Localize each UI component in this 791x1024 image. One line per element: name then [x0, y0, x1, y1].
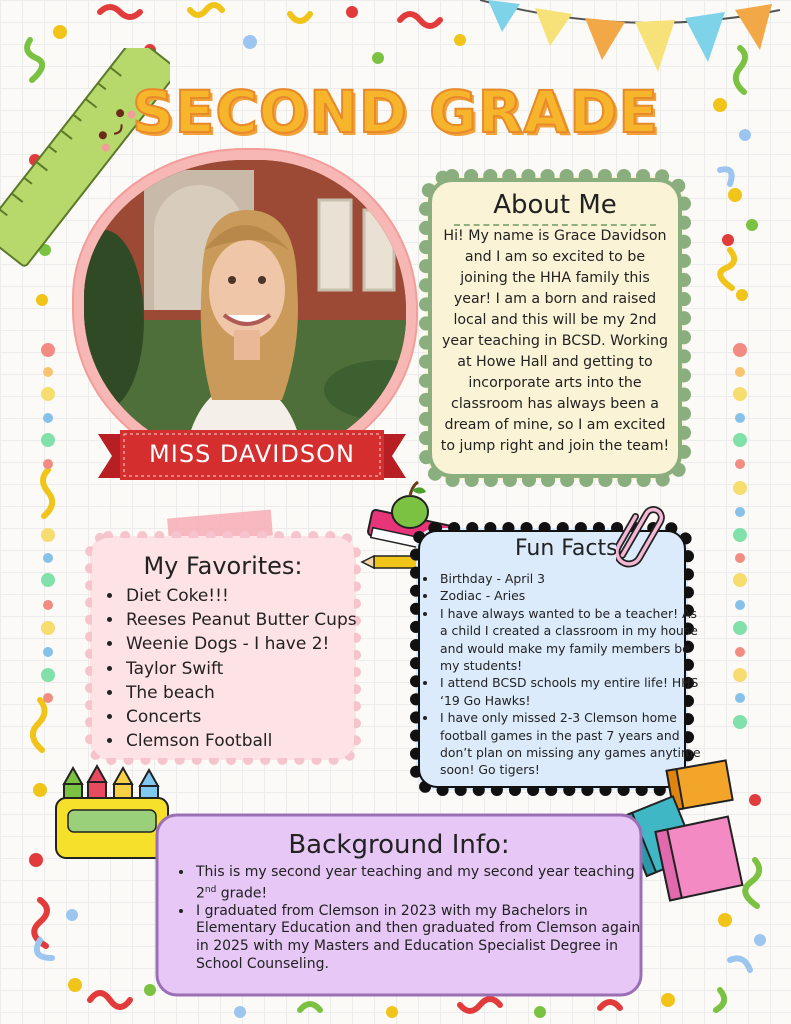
favorites-item: • Clemson Football [124, 729, 357, 753]
fun-fact-item: • I have only missed 2-3 Clemson home football games in the past 7 years and don’t plan on missing any games anytime soon! Go tigers! [438, 709, 706, 779]
paperclip-icon [616, 500, 666, 574]
background-item-text-end: grade! [216, 885, 268, 902]
fun-facts-list [422, 570, 706, 779]
background-item-text: This is my second year teaching and my second year teaching 2 [196, 864, 635, 902]
teacher-photo [84, 160, 406, 460]
background-item-superscript: nd [204, 884, 217, 895]
fun-facts-heading: Fun Facts: [514, 536, 626, 561]
favorites-card [84, 530, 362, 766]
fun-fact-item: • Zodiac - Aries [438, 587, 706, 604]
about-me-text: Hi! My name is Grace Davidson and I am so excited to be joining the HHA family this year! I am a born and raised local and this will be my 2nd year teaching in BCSD. Working at Howe Hall and getting to incorporate arts into the classroom has always been a dream of mine, so I am excited to jump right and join the team! [440, 228, 670, 454]
favorites-list [104, 584, 357, 753]
teacher-name: MISS DAVIDSON [149, 440, 355, 468]
background-info-heading: Background Info: [288, 830, 510, 860]
favorites-item: • Taylor Swift [124, 657, 357, 681]
favorites-item: • Concerts [124, 705, 357, 729]
favorites-item: • Reeses Peanut Butter Cups [124, 608, 357, 632]
page-title: SECOND GRADE [131, 78, 660, 146]
favorites-item: • Weenie Dogs - I have 2! [124, 632, 357, 656]
background-info-list [178, 864, 654, 973]
background-info-item [194, 864, 654, 903]
background-info-card [154, 812, 644, 998]
about-me-card [418, 168, 692, 488]
favorites-item: • Diet Coke!!! [124, 584, 357, 608]
about-me-heading: About Me [493, 190, 617, 220]
bunting-flags [480, 0, 791, 80]
teacher-photo-frame [84, 160, 406, 460]
fun-fact-item: • I attend BCSD schools my entire life! HHS ‘19 Go Hawks! [438, 674, 706, 709]
fun-fact-item: • Birthday - April 3 [438, 570, 706, 587]
background-info-item: • I graduated from Clemson in 2023 with my Bachelors in Elementary Education and then graduated from Clemson again in 2025 with my Masters and Education Specialist Degree in School Counseling. [194, 903, 654, 973]
fun-fact-item: • I have always wanted to be a teacher! As a child I created a classroom in my house and would make my family members be my students! [438, 605, 706, 675]
favorites-heading: My Favorites: [143, 552, 303, 580]
favorites-item: • The beach [124, 681, 357, 705]
teacher-portrait-illustration [84, 160, 406, 460]
